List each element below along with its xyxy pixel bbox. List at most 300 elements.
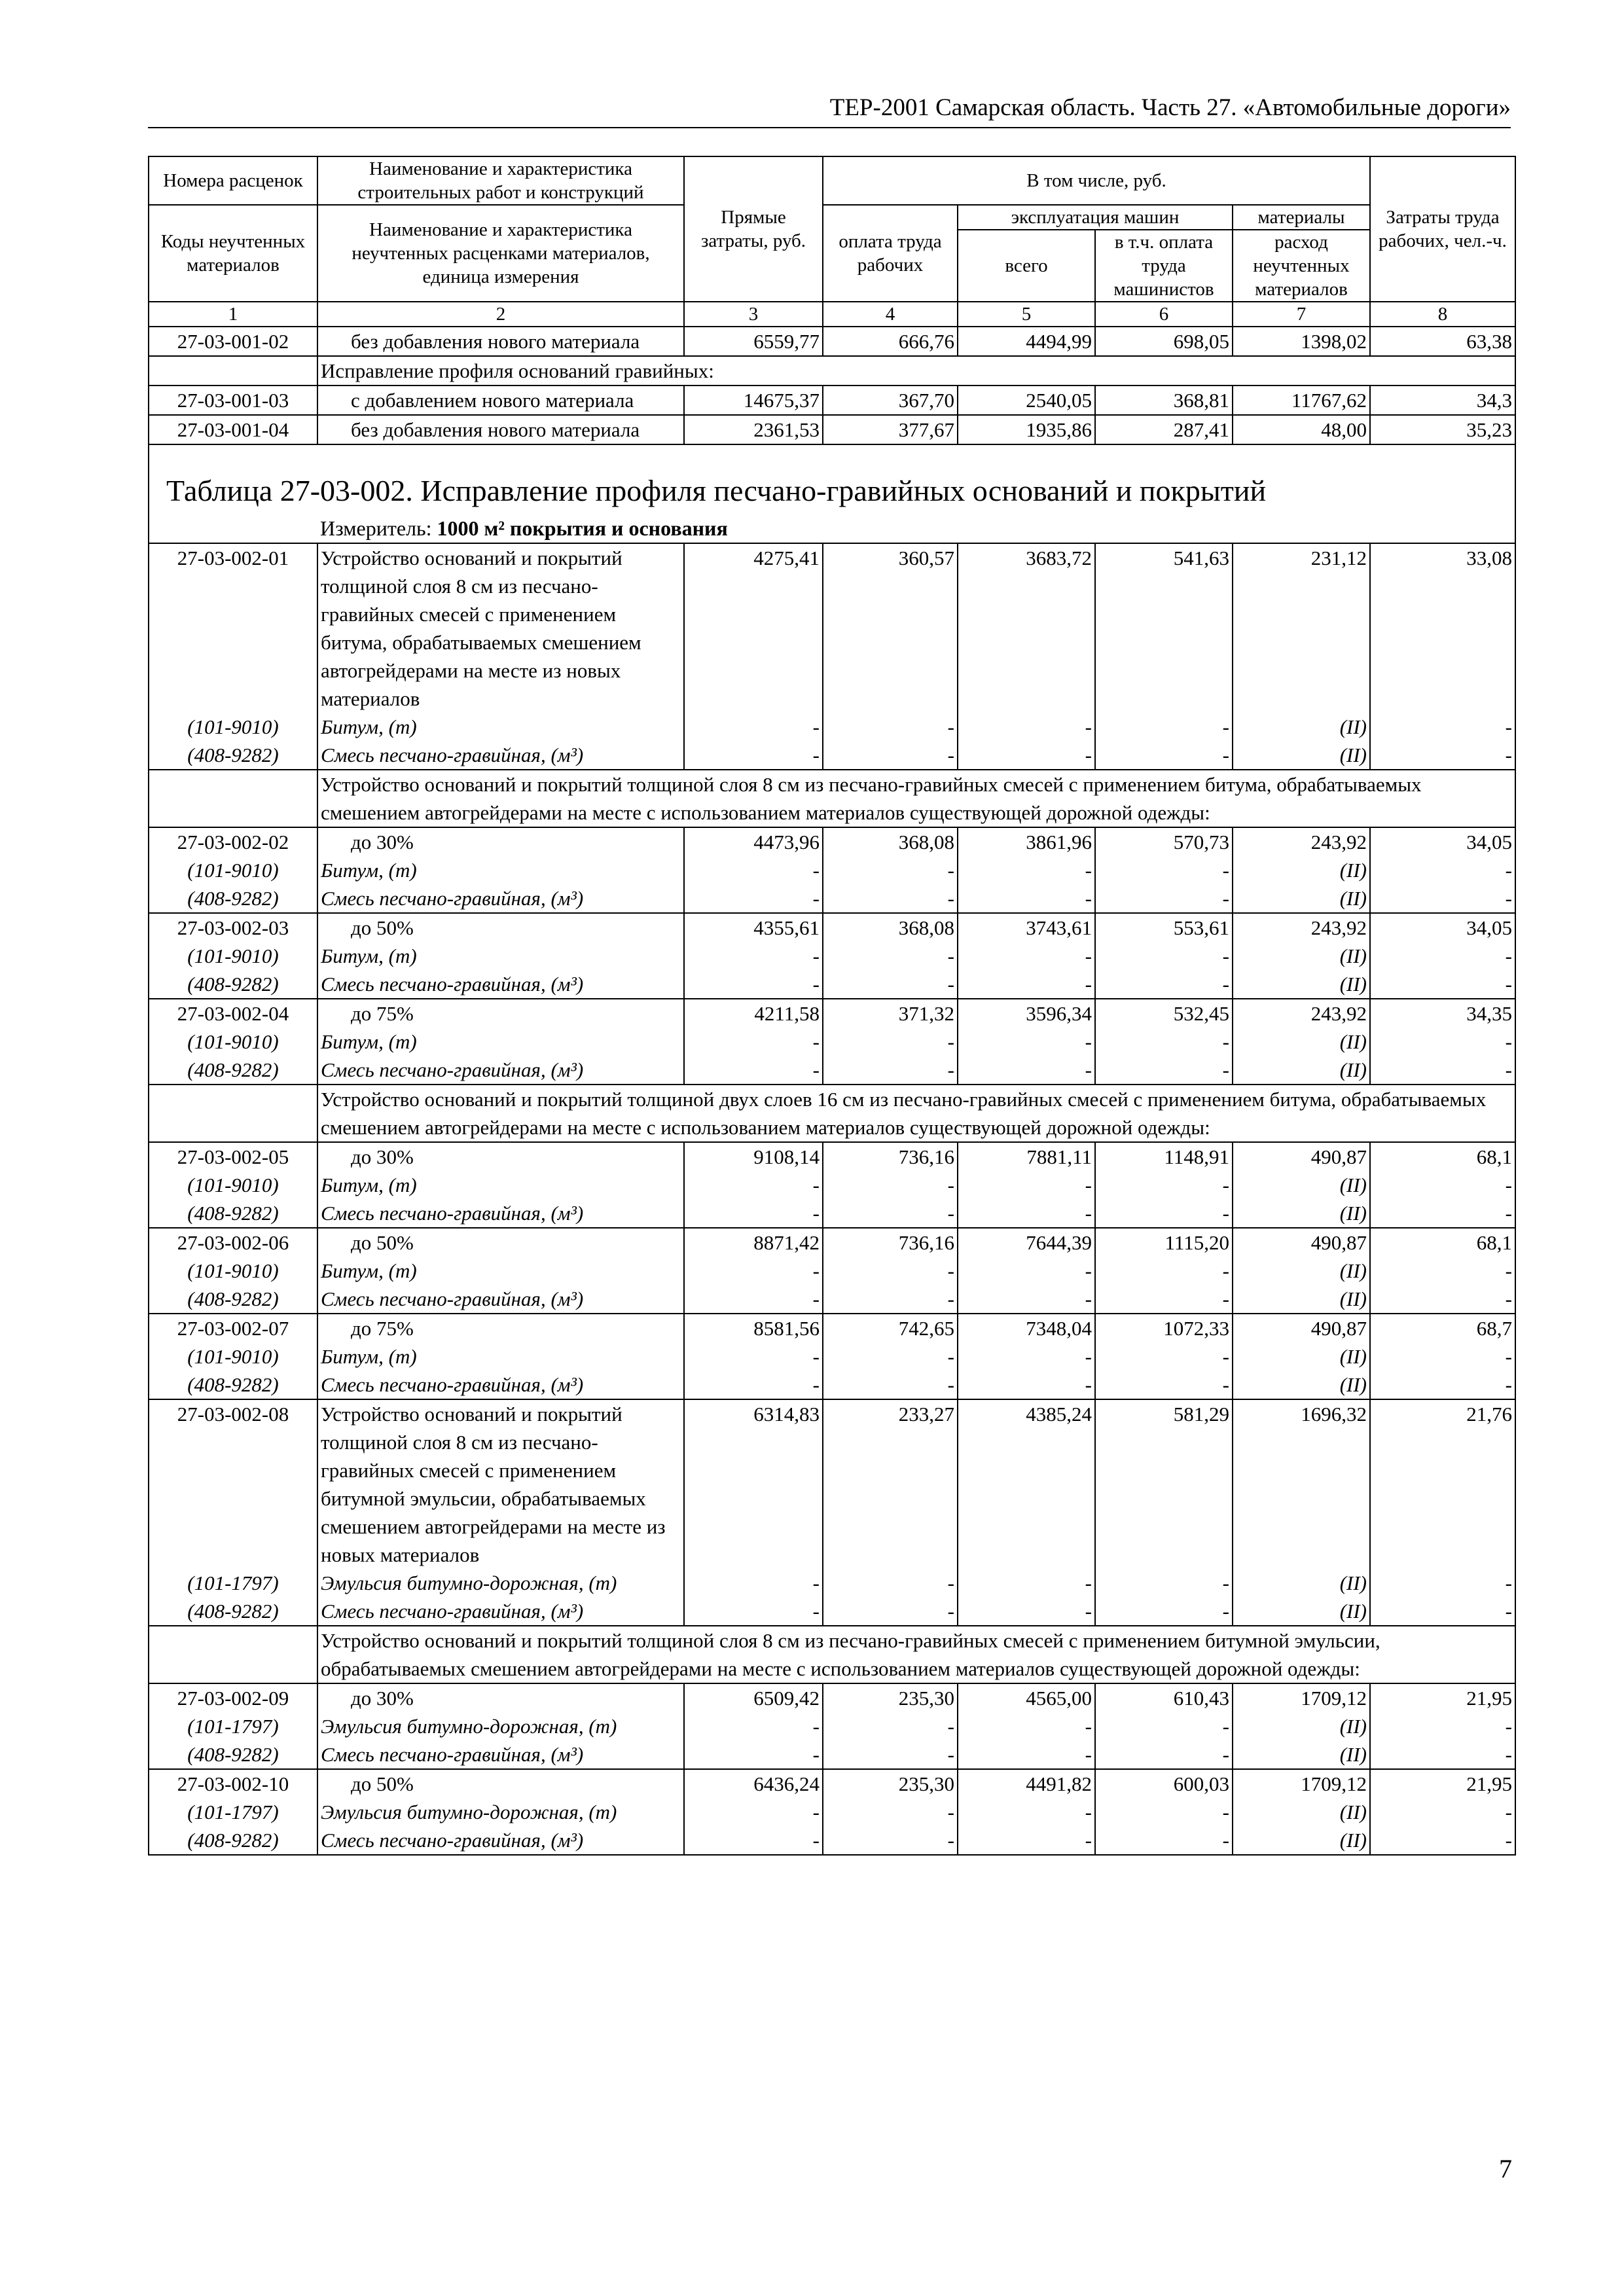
- table-row: [149, 1399, 1515, 1569]
- col-num: 2: [317, 302, 684, 327]
- rate-name: до 75%: [317, 999, 684, 1028]
- ii-cell: (II): [1233, 942, 1370, 970]
- col-header-name: Наименование и характеристика строительных работ и конструкций: [317, 156, 684, 205]
- section-heading: Устройство оснований и покрытий толщиной слоя 8 см из песчано-гравийных смесей с применением битумной эмульсии, обрабатываемых смешением автогрейдерами на месте с использованием материалов существующей дорожной одежды:: [317, 1626, 1515, 1683]
- material-name: Битум, (т): [317, 1171, 684, 1199]
- value-cell: 4494,99: [958, 327, 1095, 356]
- ii-cell: (II): [1233, 1371, 1370, 1399]
- section-heading: Устройство оснований и покрытий толщиной слоя 8 см из песчано-гравийных смесей с применением битума, обрабатываемых смешением автогрейдерами на месте с использованием материалов существующей дорожной одежды:: [317, 770, 1515, 827]
- dash-cell: -: [958, 1826, 1095, 1855]
- material-row: [149, 1597, 1515, 1626]
- dash-cell: -: [1095, 970, 1233, 999]
- value-cell: 34,35: [1370, 999, 1515, 1028]
- ii-cell: (II): [1233, 1199, 1370, 1228]
- value-cell: 3861,96: [958, 827, 1095, 856]
- rate-code: 27-03-001-04: [149, 415, 317, 444]
- dash-cell: -: [1095, 1798, 1233, 1826]
- material-row: [149, 1285, 1515, 1314]
- value-cell: 7348,04: [958, 1314, 1095, 1342]
- rate-name: до 30%: [317, 827, 684, 856]
- value-cell: 490,87: [1233, 1314, 1370, 1342]
- dash-cell: -: [684, 970, 823, 999]
- value-cell: 243,92: [1233, 913, 1370, 942]
- dash-cell: -: [684, 1569, 823, 1597]
- table-row: [149, 1314, 1515, 1342]
- col-header-incl: В том числе, руб.: [823, 156, 1370, 205]
- value-cell: 6509,42: [684, 1683, 823, 1712]
- column-numbers-row: [149, 302, 1515, 327]
- col-header-direct: Прямые затраты, руб.: [684, 156, 823, 302]
- ii-cell: (II): [1233, 1056, 1370, 1085]
- value-cell: 21,95: [1370, 1683, 1515, 1712]
- rate-code: 27-03-002-04: [149, 999, 317, 1028]
- dash-cell: -: [1370, 1712, 1515, 1740]
- material-code: (101-1797): [149, 1712, 317, 1740]
- dash-cell: -: [823, 1257, 958, 1285]
- value-cell: 742,65: [823, 1314, 958, 1342]
- value-cell: 1709,12: [1233, 1769, 1370, 1798]
- material-name: Эмульсия битумно-дорожная, (т): [317, 1798, 684, 1826]
- empty-cell: [149, 770, 317, 827]
- dash-cell: -: [1370, 942, 1515, 970]
- table-row: [149, 543, 1515, 713]
- dash-cell: -: [958, 970, 1095, 999]
- material-name: Битум, (т): [317, 1028, 684, 1056]
- dash-cell: -: [958, 1028, 1095, 1056]
- dash-cell: -: [1370, 970, 1515, 999]
- dash-cell: -: [823, 1826, 958, 1855]
- dash-cell: -: [1370, 1597, 1515, 1626]
- section-row: [149, 1626, 1515, 1683]
- dash-cell: -: [958, 713, 1095, 741]
- value-cell: 6314,83: [684, 1399, 823, 1569]
- dash-cell: -: [1370, 1371, 1515, 1399]
- ii-cell: (II): [1233, 1171, 1370, 1199]
- col-num: 8: [1370, 302, 1515, 327]
- col-header-machines: эксплуатация машин: [958, 205, 1233, 230]
- value-cell: 541,63: [1095, 543, 1233, 713]
- dash-cell: -: [823, 1056, 958, 1085]
- material-row: [149, 741, 1515, 770]
- material-row: [149, 1371, 1515, 1399]
- dash-cell: -: [823, 856, 958, 884]
- ii-cell: (II): [1233, 1342, 1370, 1371]
- rate-code: 27-03-002-10: [149, 1769, 317, 1798]
- dash-cell: -: [823, 1199, 958, 1228]
- material-row: [149, 1826, 1515, 1855]
- value-cell: 553,61: [1095, 913, 1233, 942]
- col-header-labor: Затраты труда рабочих, чел.-ч.: [1370, 156, 1515, 302]
- value-cell: 231,12: [1233, 543, 1370, 713]
- value-cell: 21,95: [1370, 1769, 1515, 1798]
- value-cell: 34,05: [1370, 913, 1515, 942]
- value-cell: 34,3: [1370, 386, 1515, 415]
- material-row: [149, 1712, 1515, 1740]
- dash-cell: -: [1370, 1826, 1515, 1855]
- col-header-materials: материалы: [1233, 205, 1370, 230]
- ii-cell: (II): [1233, 1257, 1370, 1285]
- material-name: Смесь песчано-гравийная, (м³): [317, 884, 684, 913]
- value-cell: 6436,24: [684, 1769, 823, 1798]
- value-cell: 600,03: [1095, 1769, 1233, 1798]
- value-cell: 63,38: [1370, 327, 1515, 356]
- value-cell: 35,23: [1370, 415, 1515, 444]
- rate-code: 27-03-002-01: [149, 543, 317, 713]
- dash-cell: -: [684, 1056, 823, 1085]
- value-cell: 666,76: [823, 327, 958, 356]
- ii-cell: (II): [1233, 1028, 1370, 1056]
- material-row: [149, 942, 1515, 970]
- dash-cell: -: [823, 1342, 958, 1371]
- value-cell: 7644,39: [958, 1228, 1095, 1257]
- material-row: [149, 713, 1515, 741]
- table-row: [149, 327, 1515, 356]
- col-num: 1: [149, 302, 317, 327]
- dash-cell: -: [684, 1342, 823, 1371]
- table-row: [149, 913, 1515, 942]
- rate-code: 27-03-001-03: [149, 386, 317, 415]
- material-row: [149, 884, 1515, 913]
- section-row: [149, 770, 1515, 827]
- dash-cell: -: [1370, 1199, 1515, 1228]
- dash-cell: -: [958, 1597, 1095, 1626]
- dash-cell: -: [958, 1171, 1095, 1199]
- dash-cell: -: [1095, 1569, 1233, 1597]
- dash-cell: -: [958, 884, 1095, 913]
- measure-value: 1000 м² покрытия и основания: [437, 516, 728, 540]
- value-cell: 243,92: [1233, 827, 1370, 856]
- col-num: 3: [684, 302, 823, 327]
- section-heading: Устройство оснований и покрытий толщиной двух слоев 16 см из песчано-гравийных смесей с применением битума, обрабатываемых смешением автогрейдерами на месте с использованием материалов существующей дорожной одежды:: [317, 1085, 1515, 1142]
- value-cell: 368,81: [1095, 386, 1233, 415]
- value-cell: 1709,12: [1233, 1683, 1370, 1712]
- dash-cell: -: [684, 713, 823, 741]
- value-cell: 360,57: [823, 543, 958, 713]
- ii-cell: (II): [1233, 1597, 1370, 1626]
- dash-cell: -: [958, 1199, 1095, 1228]
- material-name: Эмульсия битумно-дорожная, (т): [317, 1712, 684, 1740]
- table-title: Таблица 27-03-002. Исправление профиля песчано-гравийных оснований и покрытий: [149, 444, 1515, 514]
- col-header-codes: Номера расценок: [149, 156, 317, 205]
- col-num: 7: [1233, 302, 1370, 327]
- material-code: (101-9010): [149, 1257, 317, 1285]
- value-cell: 233,27: [823, 1399, 958, 1569]
- ii-cell: (II): [1233, 1569, 1370, 1597]
- value-cell: 3683,72: [958, 543, 1095, 713]
- value-cell: 48,00: [1233, 415, 1370, 444]
- dash-cell: -: [823, 1597, 958, 1626]
- page-header: ТЕР-2001 Самарская область. Часть 27. «Автомобильные дороги»: [148, 94, 1511, 128]
- value-cell: 33,08: [1370, 543, 1515, 713]
- dash-cell: -: [958, 1569, 1095, 1597]
- rate-code: 27-03-002-02: [149, 827, 317, 856]
- dash-cell: -: [684, 741, 823, 770]
- dash-cell: -: [958, 942, 1095, 970]
- value-cell: 368,08: [823, 827, 958, 856]
- material-name: Смесь песчано-гравийная, (м³): [317, 1285, 684, 1314]
- rate-name: с добавлением нового материала: [317, 386, 684, 415]
- dash-cell: -: [1095, 1342, 1233, 1371]
- value-cell: 570,73: [1095, 827, 1233, 856]
- header-row-2: [149, 205, 1515, 230]
- dash-cell: -: [823, 1028, 958, 1056]
- col-num: 5: [958, 302, 1095, 327]
- material-code: (408-9282): [149, 1199, 317, 1228]
- dash-cell: -: [684, 856, 823, 884]
- value-cell: 490,87: [1233, 1228, 1370, 1257]
- empty-cell: [149, 1626, 317, 1683]
- dash-cell: -: [1095, 1028, 1233, 1056]
- dash-cell: -: [684, 1371, 823, 1399]
- dash-cell: -: [823, 1798, 958, 1826]
- dash-cell: -: [1095, 942, 1233, 970]
- table-row: [149, 1769, 1515, 1798]
- dash-cell: -: [823, 713, 958, 741]
- dash-cell: -: [684, 1171, 823, 1199]
- dash-cell: -: [823, 942, 958, 970]
- rate-name: Устройство оснований и покрытий толщиной слоя 8 см из песчано-гравийных смесей с применением битумной эмульсии, обрабатываемых смешением автогрейдерами на месте из новых материалов: [317, 1399, 684, 1569]
- rate-name: до 75%: [317, 1314, 684, 1342]
- value-cell: 4211,58: [684, 999, 823, 1028]
- value-cell: 287,41: [1095, 415, 1233, 444]
- dash-cell: -: [823, 741, 958, 770]
- value-cell: 4491,82: [958, 1769, 1095, 1798]
- material-name: Смесь песчано-гравийная, (м³): [317, 741, 684, 770]
- rate-code: 27-03-002-05: [149, 1142, 317, 1171]
- rate-code: 27-03-002-08: [149, 1399, 317, 1569]
- value-cell: 367,70: [823, 386, 958, 415]
- empty-cell: [149, 356, 317, 386]
- rate-code: 27-03-002-07: [149, 1314, 317, 1342]
- material-name: Битум, (т): [317, 856, 684, 884]
- dash-cell: -: [1370, 713, 1515, 741]
- dash-cell: -: [823, 1740, 958, 1769]
- dash-cell: -: [684, 1028, 823, 1056]
- rate-name: без добавления нового материала: [317, 327, 684, 356]
- value-cell: 377,67: [823, 415, 958, 444]
- value-cell: 1935,86: [958, 415, 1095, 444]
- dash-cell: -: [1095, 1285, 1233, 1314]
- dash-cell: -: [1095, 713, 1233, 741]
- dash-cell: -: [684, 884, 823, 913]
- material-code: (408-9282): [149, 884, 317, 913]
- empty-cell: [149, 1085, 317, 1142]
- dash-cell: -: [958, 856, 1095, 884]
- rate-code: 27-03-002-06: [149, 1228, 317, 1257]
- ii-cell: (II): [1233, 741, 1370, 770]
- material-name: Эмульсия битумно-дорожная, (т): [317, 1569, 684, 1597]
- material-name: Смесь песчано-гравийная, (м³): [317, 1740, 684, 1769]
- measure-label: Измеритель:: [320, 516, 437, 540]
- material-code: (408-9282): [149, 970, 317, 999]
- dash-cell: -: [1370, 1056, 1515, 1085]
- ii-cell: (II): [1233, 1826, 1370, 1855]
- material-row: [149, 970, 1515, 999]
- value-cell: 581,29: [1095, 1399, 1233, 1569]
- table-row: [149, 1228, 1515, 1257]
- dash-cell: -: [958, 1285, 1095, 1314]
- material-code: (101-1797): [149, 1798, 317, 1826]
- material-name: Битум, (т): [317, 713, 684, 741]
- value-cell: 532,45: [1095, 999, 1233, 1028]
- value-cell: 4565,00: [958, 1683, 1095, 1712]
- dash-cell: -: [1095, 1826, 1233, 1855]
- col-header-unaccounted: расход неучтенных материалов: [1233, 230, 1370, 302]
- table-row: [149, 1142, 1515, 1171]
- dash-cell: -: [1095, 884, 1233, 913]
- table-row: [149, 999, 1515, 1028]
- dash-cell: -: [1370, 1740, 1515, 1769]
- material-row: [149, 1798, 1515, 1826]
- value-cell: 235,30: [823, 1683, 958, 1712]
- material-row: [149, 1740, 1515, 1769]
- material-code: (408-9282): [149, 1285, 317, 1314]
- col-header-machinists: в т.ч. оплата труда машинистов: [1095, 230, 1233, 302]
- value-cell: 21,76: [1370, 1399, 1515, 1569]
- measure: [317, 514, 1515, 543]
- table-row: [149, 415, 1515, 444]
- value-cell: 4473,96: [684, 827, 823, 856]
- rate-name: без добавления нового материала: [317, 415, 684, 444]
- material-code: (408-9282): [149, 1826, 317, 1855]
- value-cell: 243,92: [1233, 999, 1370, 1028]
- value-cell: 371,32: [823, 999, 958, 1028]
- value-cell: 3743,61: [958, 913, 1095, 942]
- material-row: [149, 1199, 1515, 1228]
- value-cell: 4385,24: [958, 1399, 1095, 1569]
- dash-cell: -: [1370, 884, 1515, 913]
- value-cell: 3596,34: [958, 999, 1095, 1028]
- dash-cell: -: [1095, 1740, 1233, 1769]
- dash-cell: -: [823, 1285, 958, 1314]
- dash-cell: -: [684, 1740, 823, 1769]
- material-name: Смесь песчано-гравийная, (м³): [317, 1826, 684, 1855]
- section-heading: Исправление профиля оснований гравийных:: [317, 356, 1515, 386]
- value-cell: 4355,61: [684, 913, 823, 942]
- value-cell: 6559,77: [684, 327, 823, 356]
- dash-cell: -: [1370, 1342, 1515, 1371]
- dash-cell: -: [684, 1285, 823, 1314]
- value-cell: 9108,14: [684, 1142, 823, 1171]
- value-cell: 736,16: [823, 1228, 958, 1257]
- dash-cell: -: [823, 884, 958, 913]
- material-code: (408-9282): [149, 1597, 317, 1626]
- ii-cell: (II): [1233, 970, 1370, 999]
- empty-cell: [149, 514, 317, 543]
- measure-row: [149, 514, 1515, 543]
- section-row: [149, 1085, 1515, 1142]
- material-code: (101-9010): [149, 1171, 317, 1199]
- value-cell: 1398,02: [1233, 327, 1370, 356]
- material-code: (408-9282): [149, 1371, 317, 1399]
- col-num: 4: [823, 302, 958, 327]
- dash-cell: -: [958, 1740, 1095, 1769]
- value-cell: 2361,53: [684, 415, 823, 444]
- material-name: Битум, (т): [317, 942, 684, 970]
- value-cell: 698,05: [1095, 327, 1233, 356]
- dash-cell: -: [958, 1371, 1095, 1399]
- material-name: Битум, (т): [317, 1257, 684, 1285]
- dash-cell: -: [823, 1371, 958, 1399]
- dash-cell: -: [1095, 1171, 1233, 1199]
- material-name: Смесь песчано-гравийная, (м³): [317, 1199, 684, 1228]
- dash-cell: -: [1370, 1798, 1515, 1826]
- rate-name: до 50%: [317, 1769, 684, 1798]
- dash-cell: -: [1095, 1597, 1233, 1626]
- dash-cell: -: [958, 1798, 1095, 1826]
- value-cell: 68,1: [1370, 1228, 1515, 1257]
- table-row: [149, 827, 1515, 856]
- material-code: (101-9010): [149, 713, 317, 741]
- dash-cell: -: [1370, 741, 1515, 770]
- value-cell: 14675,37: [684, 386, 823, 415]
- rate-name: до 50%: [317, 1228, 684, 1257]
- ii-cell: (II): [1233, 1712, 1370, 1740]
- dash-cell: -: [684, 1826, 823, 1855]
- section-row: [149, 356, 1515, 386]
- rate-name: до 30%: [317, 1683, 684, 1712]
- dash-cell: -: [958, 1342, 1095, 1371]
- material-code: (101-9010): [149, 1028, 317, 1056]
- rate-name: Устройство оснований и покрытий толщиной слоя 8 см из песчано-гравийных смесей с применением битума, обрабатываемых смешением автогрейдерами на месте из новых материалов: [317, 543, 684, 713]
- dash-cell: -: [684, 1199, 823, 1228]
- dash-cell: -: [1095, 1056, 1233, 1085]
- ii-cell: (II): [1233, 856, 1370, 884]
- col-header-material-name: Наименование и характеристика неучтенных расценками материалов, единица измерения: [317, 205, 684, 302]
- table-title-row: [149, 444, 1515, 514]
- table-row: [149, 386, 1515, 415]
- ii-cell: (II): [1233, 1740, 1370, 1769]
- dash-cell: -: [823, 1712, 958, 1740]
- dash-cell: -: [1095, 1257, 1233, 1285]
- rate-code: 27-03-002-09: [149, 1683, 317, 1712]
- col-header-wages: оплата труда рабочих: [823, 205, 958, 302]
- value-cell: 68,1: [1370, 1142, 1515, 1171]
- value-cell: 34,05: [1370, 827, 1515, 856]
- dash-cell: -: [1370, 1171, 1515, 1199]
- dash-cell: -: [1370, 1285, 1515, 1314]
- material-code: (101-1797): [149, 1569, 317, 1597]
- material-code: (408-9282): [149, 1740, 317, 1769]
- dash-cell: -: [684, 1597, 823, 1626]
- value-cell: 8871,42: [684, 1228, 823, 1257]
- value-cell: 1072,33: [1095, 1314, 1233, 1342]
- material-code: (408-9282): [149, 1056, 317, 1085]
- material-row: [149, 1056, 1515, 1085]
- material-row: [149, 1569, 1515, 1597]
- material-code: (408-9282): [149, 741, 317, 770]
- material-row: [149, 1171, 1515, 1199]
- value-cell: 2540,05: [958, 386, 1095, 415]
- material-code: (101-9010): [149, 942, 317, 970]
- dash-cell: -: [684, 1798, 823, 1826]
- header-row-1: [149, 156, 1515, 205]
- material-name: Битум, (т): [317, 1342, 684, 1371]
- dash-cell: -: [1095, 1199, 1233, 1228]
- dash-cell: -: [1370, 1569, 1515, 1597]
- dash-cell: -: [684, 942, 823, 970]
- material-row: [149, 1257, 1515, 1285]
- dash-cell: -: [958, 1712, 1095, 1740]
- material-row: [149, 856, 1515, 884]
- ii-cell: (II): [1233, 713, 1370, 741]
- dash-cell: -: [1095, 741, 1233, 770]
- rate-name: до 50%: [317, 913, 684, 942]
- dash-cell: -: [684, 1257, 823, 1285]
- rate-code: 27-03-002-03: [149, 913, 317, 942]
- material-name: Смесь песчано-гравийная, (м³): [317, 1056, 684, 1085]
- dash-cell: -: [958, 741, 1095, 770]
